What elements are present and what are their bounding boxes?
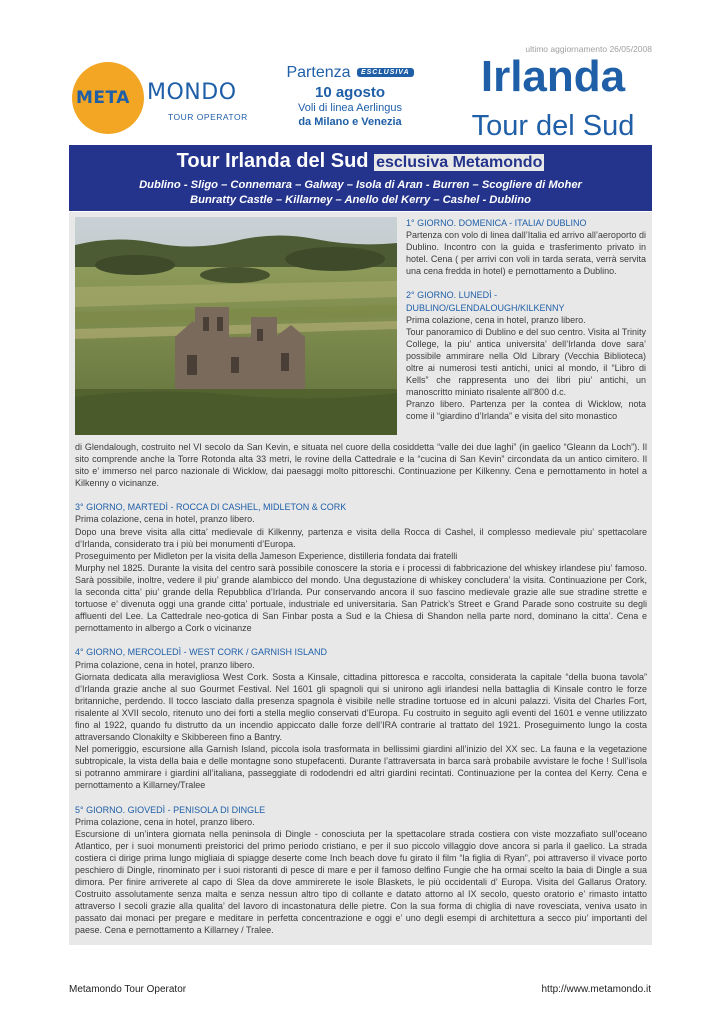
abbey-ruins-illustration (75, 217, 397, 435)
departure-info (270, 64, 430, 129)
day-3-meals: Prima colazione, cena in hotel, pranzo libero. (75, 514, 255, 525)
banner-title (69, 150, 652, 173)
banner-exclusive-label: esclusiva Metamondo (376, 154, 543, 171)
day-1-text: Partenza con volo di linea dall’Italia ed arrivo all’aeroporto di Dublino. Incontro con la guida e trasferimento privato in hotel. Cena ( per arrivi con voli in tarda serata, verrà servita una cena fredda in hotel) e pernottamento a Dublino. (406, 230, 646, 277)
footer-website-link[interactable]: http://www.metamondo.it (541, 984, 651, 995)
day-3-heading: 3° GIORNO, MARTEDÌ - ROCCA DI CASHEL, MIDLETON & CORK (75, 502, 347, 513)
page-subtitle: Tour del Sud (471, 110, 635, 142)
day-4-meals: Prima colazione, cena in hotel, pranzo libero. (75, 659, 255, 670)
banner-route-line-2: Bunratty Castle – Killarney – Anello del Kerry – Cashel - Dublino (190, 194, 531, 206)
day-4-heading: 4° GIORNO, MERCOLEDÌ - WEST CORK / GARNISH ISLAND (75, 647, 327, 658)
departure-date: 10 agosto (314, 84, 386, 101)
day-5-meals: Prima colazione, cena in hotel, pranzo libero. (75, 816, 255, 827)
day-2-glendalough: di Glendalough, costruito nel VI secolo da San Kevin, e situata nel cuore della cosiddetta “valle dei due laghi” (in gaelico “Gleann da Loch”). Il sito comprende anche la Torre Rotonda alta 33 metri, le rovine della Cattedrale e la “cucina di San Kevin” circondata da un antico cimitero. Il sito e’ immerso nel parco nazionale di Wicklow, dai paesaggi molto pittoreschi. Continuazione per Kilkenny. Cena e pernottamento in hotel a Kilkenny o vicinanze. (75, 442, 647, 489)
day-4-west-cork: Giornata dedicata alla meravigliosa West Cork. Sosta a Kinsale, cittadina pittoresca e raccolta, considerata la capitale “della buona tavola” d’Irlanda grazie anche al suo Gourmet Festival. Nel 1601 gli spagnoli qui si unirono agli irlandesi nella battaglia di Kinsale contro le forze britanniche, perdendo. Il tocco lasciato dalla presenza spagnola è visibile nelle stradine tortuose ed in alcuni palazzi. Visita del Charles Fort, risalente al XVII secolo, ritenuto uno dei forti a stella meglio conservati d’Europa. Fu costruito in seguito agli eventi del 1601 e venne utilizzato fino al 1922, quando fu distrutto da un incendio appiccato dalle forze dell’IRA contrarie al trattato del 1921. Proseguimento lungo la costa attraversando Clonakilty e Skibbereen fino a Bantry. (75, 671, 647, 743)
tour-banner (69, 145, 652, 212)
banner-route-line-1: Dublino - Sligo – Connemara – Galway – Isola di Aran - Burren – Scogliere di Moher (139, 179, 582, 191)
day-1-and-2-column (406, 217, 646, 423)
last-updated-note: ultimo aggiornamento 26/05/2008 (525, 44, 652, 54)
page-title: Irlanda (480, 52, 626, 101)
tour-content-panel (69, 145, 652, 945)
day-4-garnish-island: Nel pomeriggio, escursione alla Garnish Island, piccola isola trasformata in bellissimi giardini all’inizio del XX sec. La fauna e la vegetazione subtropicale, la vista della baia e delle montagne sono stupefacenti. Durante l’attraversata in barca sarà probabile avvistare le foche ! Sull’isola si potranno ammirare i giardini all’italiana, passeggiate di rododendri ed altri giardini recintati. Continuazione per la contea del Kerry. Cena e pernottamento a Killarney/Tralee (75, 744, 647, 791)
day-2-dublin-tour: Tour panoramico di Dublino e del suo centro. Visita al Trinity College, la piu’ antica universita’ dell’Irlanda dove sara’ possibile ammirare nella Old Library (Vecchia Biblioteca) oltre ai numerosi testi antichi, unici al mondo, il “Libro di Kells” che rappresenta uno dei libri piu’ antichi, un manoscritto miniato risalente all’800 d.c. (406, 326, 646, 398)
departure-label: Partenza (286, 64, 351, 81)
day-2-continued (75, 441, 647, 937)
day-3-midleton: Proseguimento per Midleton per la visita della Jameson Experience, distilleria fondata dai fratelli (75, 550, 458, 561)
day-5-heading: 5° GIORNO. GIOVEDÌ - PENISOLA DI DINGLE (75, 804, 266, 815)
flight-info: Voli di linea Aerlingus (298, 102, 402, 114)
day-5-dingle: Escursione di un’intera giornata nella peninsola di Dingle - conosciuta per la spettacolare strada costiera con viste mozzafiato sull’oceano Atlantico, per i suoi monumenti preistorici del primo periodo cristiano, e per il suo piccolo villaggio dove ancora si parla il gaelico. La strada costiera ci dirige prima lungo migliaia di spiagge deserte come Inch beach dove fu girato il film “la figlia di Ryan”, poi attraverso il vivace porto peschiero di Dingle, rinominato per i suoi ristoranti di pesce di mare e per il famoso delfino Fungie che ha ormai scelto la baia di Dingle a sua dimora. Per finire arriverete al capo di Slea da dove ammirerete le isole Blaskets, le più occidentali d’ Europa. Visita del Gallarus Oratory. Costruito assolutamente senza malta e senza nessun altro tipo di collante e datato attorno al IX secolo, questo oratorio e’ rimasto intatto attraverso I secoli grazie alla qualita’ del lavoro di incastonatura delle pietre. Con la sua forma di chiglia di nave rovesciata, veniva usato in passato dai monaci per pregare e meditare in perfetta concentrazione e oggi e’ uno degli esempi di architettura a secco piu’ importanti del paese. Cena e pernottamento a Killarney / Tralee. (75, 828, 647, 936)
day-3-cork: Murphy nel 1825. Durante la visita del centro sarà possibile conoscere la storia e i processi di fabbricazione del whiskey irlandese piu’ famoso. Sarà possibile, inoltre, vedere il piu’ grande alambicco del mondo. Una degustazione di whiskey concludera’ la visita. Continuazione per Cork, la seconda citta’ piu’ grande della Repubblica d’Irlanda. Pur conservando ancora il suo fascino medievale grazie alle sue stradine strette e tortuose e’ divenuta oggi una grande citta’ portuale, industriale ed universitaria. San Patrick’s Street e Grand Parade sono costruite su degli affluenti del Lee. La Cattedrale neo-gotica di San Finbar posta a Sud e la Chiesa di Shandon nella parte nord, dominano la citta’. Cena e pernottamento in albergo a Cork o vicinanze (75, 562, 647, 634)
abbey-ruins-photo (75, 217, 397, 435)
day-3-cashel: Dopo una breve visita alla citta’ medievale di Kilkenny, partenza e visita della Rocca di Cashel, il complesso medievale piu’ spettacolare d’Irlanda, considerato tra i più bei monumenti d’Europa. (75, 526, 647, 549)
footer-company: Metamondo Tour Operator (69, 984, 187, 995)
exclusive-badge: ESCLUSIVA (357, 68, 414, 77)
departure-cities: da Milano e Venezia (298, 116, 402, 128)
day-2-meals: Prima colazione, cena in hotel, pranzo libero. (406, 314, 586, 325)
banner-title-text: Tour Irlanda del Sud (176, 150, 369, 172)
metamondo-logo (70, 60, 250, 136)
logo-mondo-text: MONDO (147, 80, 237, 105)
logo-tagline: TOUR OPERATOR (168, 112, 248, 122)
day-1-heading: 1° GIORNO. DOMENICA - ITALIA/ DUBLINO (406, 218, 587, 228)
day-2-heading: 2° GIORNO. LUNEDÌ - DUBLINO/GLENDALOUGH/KILKENNY (406, 290, 565, 313)
day-2-wicklow: Pranzo libero. Partenza per la contea di Wicklow, nota come il “giardino d’Irlanda” e visita del sito monastico (406, 399, 646, 422)
logo-meta-text: META (76, 88, 130, 108)
